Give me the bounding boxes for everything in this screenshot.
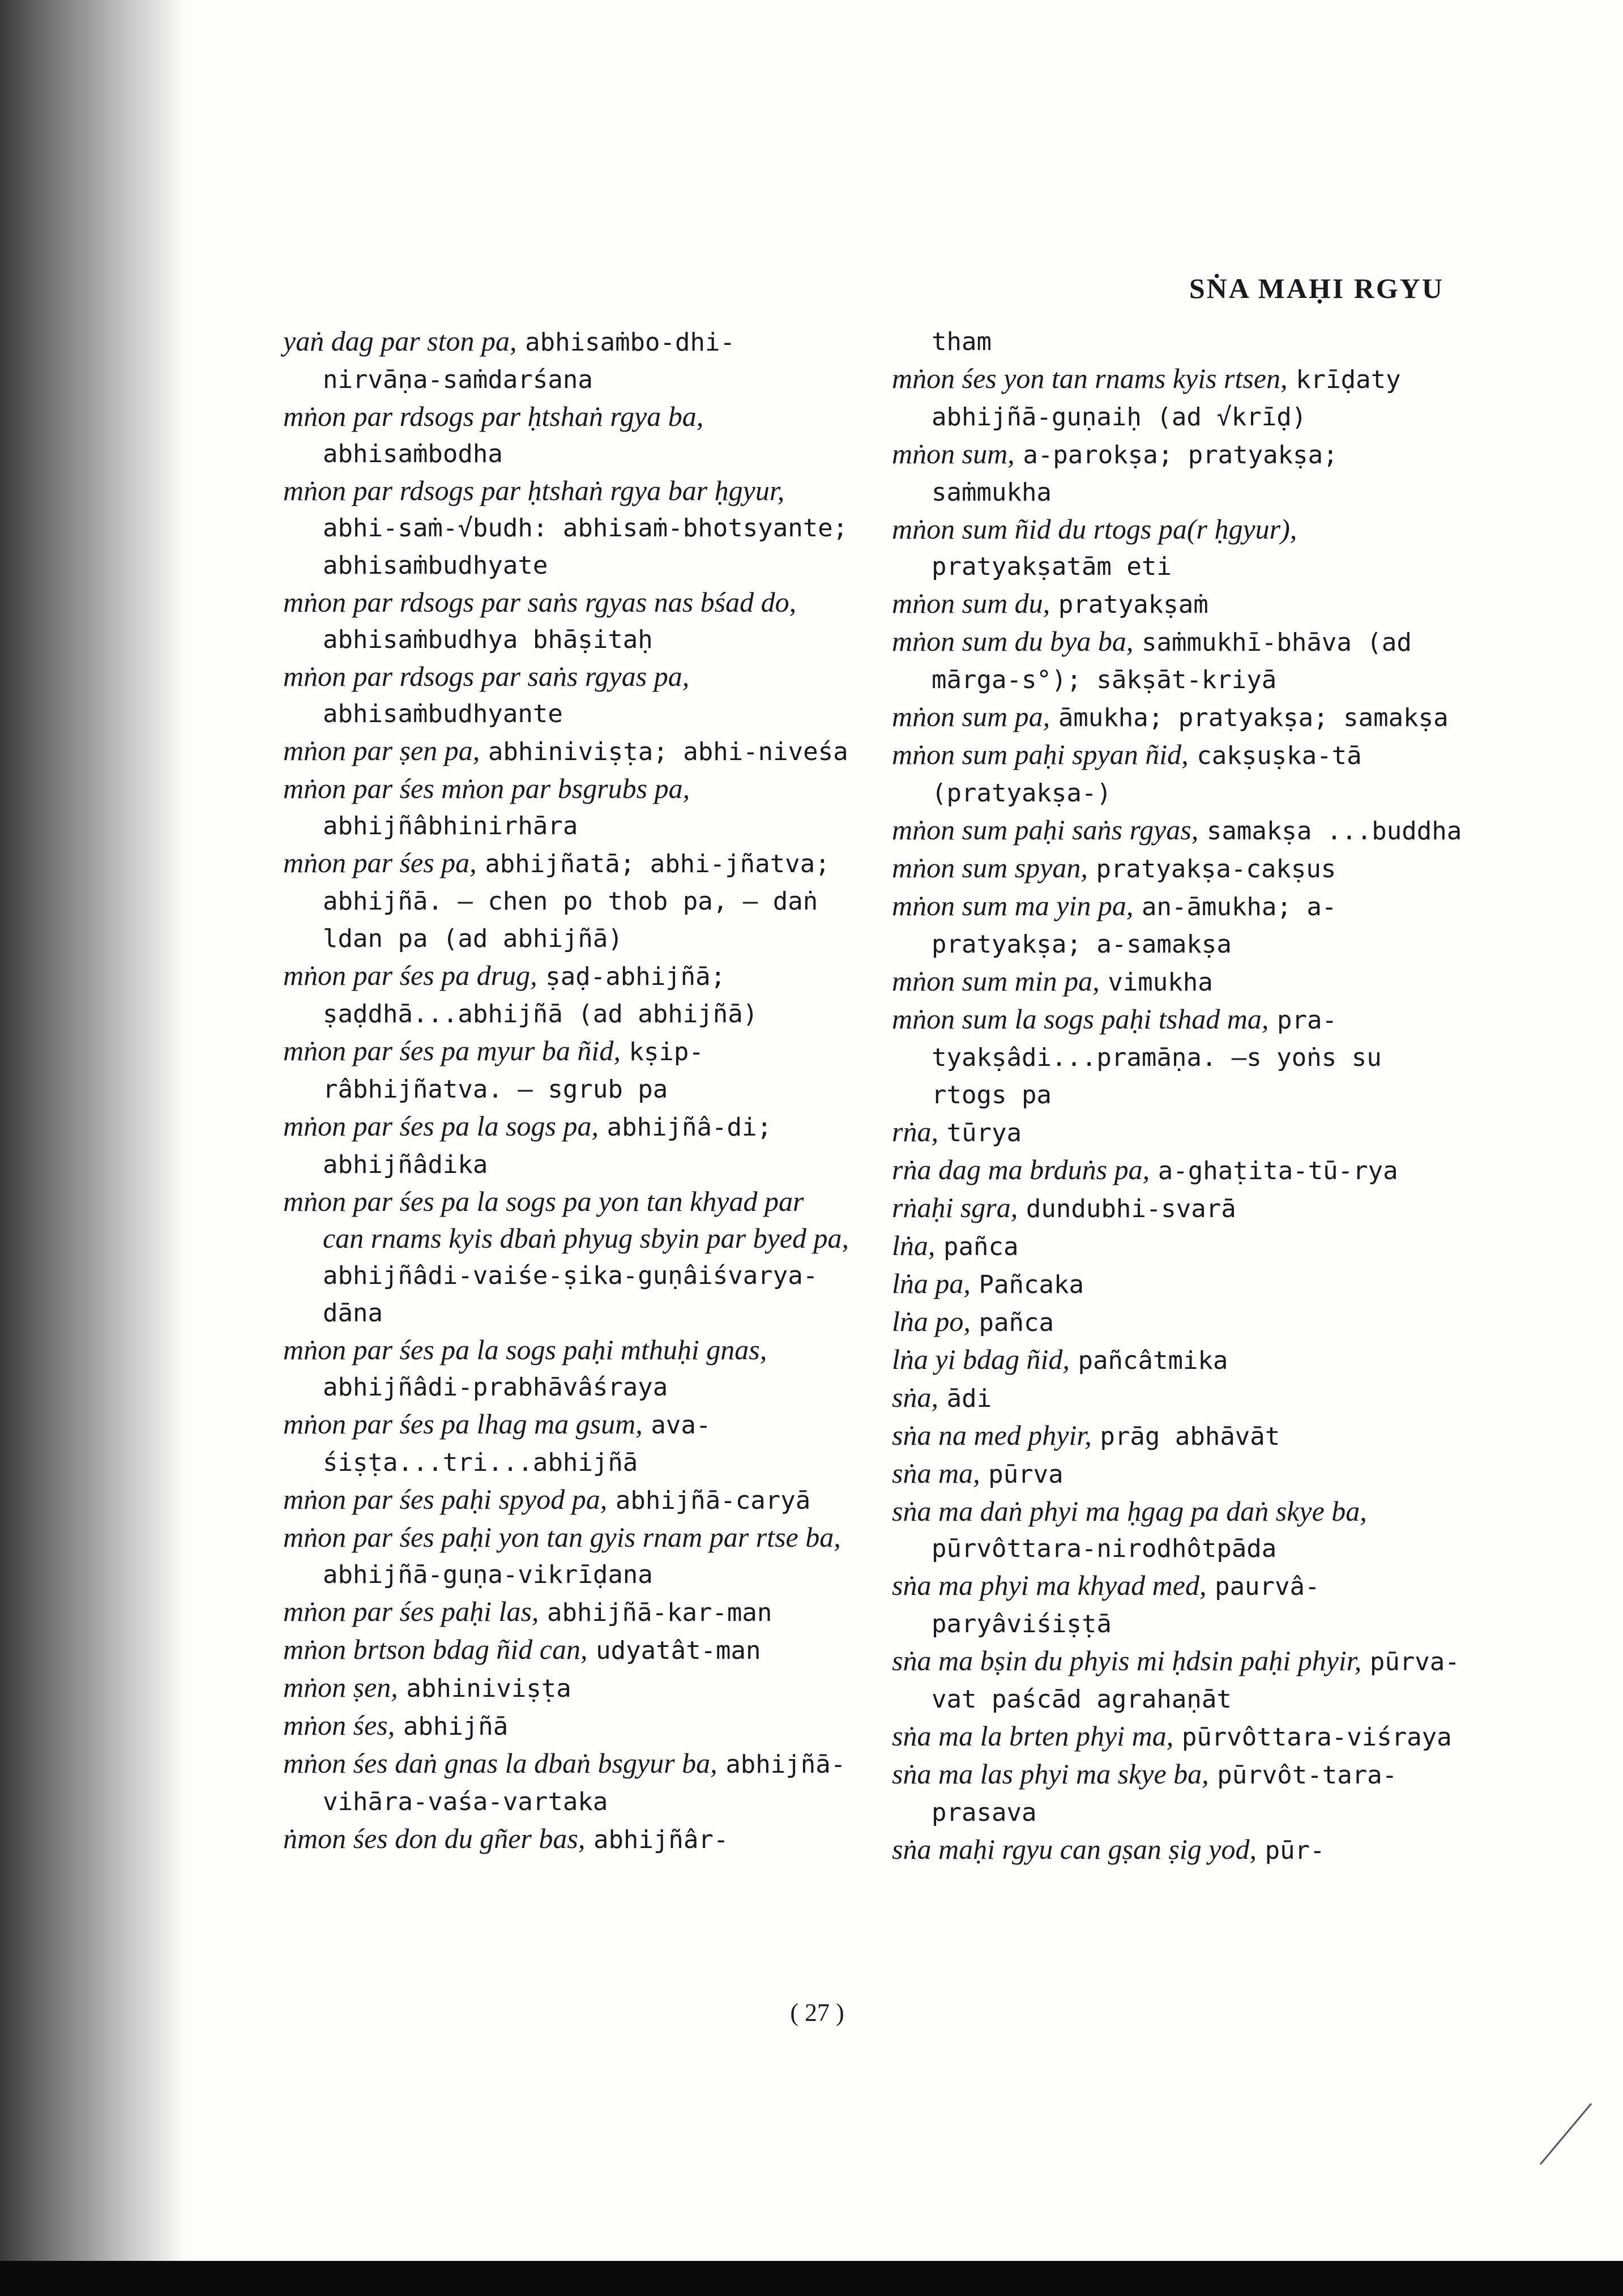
dictionary-entry xyxy=(892,698,1470,736)
entry-headword: mṅon par śes pa, xyxy=(283,847,477,878)
entry-headword: mṅon par śes paḥi spyod pa, xyxy=(283,1483,608,1515)
dictionary-entry xyxy=(892,1189,1470,1227)
entry-definition: abhiniviṣṭa; abhi-niveśa xyxy=(488,737,848,766)
dictionary-entry xyxy=(892,1493,1470,1567)
entry-headword: mṅon par śes pa drug, xyxy=(283,959,537,991)
entry-headword: mṅon par ṣen pa, xyxy=(283,735,480,766)
entry-headword: lṅa pa, xyxy=(892,1268,971,1299)
entry-definition: abhisaṁbudhyante xyxy=(323,699,563,728)
entry-headword: mṅon sum, xyxy=(892,438,1015,470)
entry-headword: mṅon sum paḥi spyan ñid, xyxy=(892,739,1189,770)
entry-definition: abhijñā-caryā xyxy=(615,1486,811,1515)
entry-definition: pra-tyakṣâdi...pramāṇa. —s yoṅs su rtogs pa xyxy=(932,1006,1382,1109)
dictionary-entry xyxy=(892,1417,1470,1455)
dictionary-entry xyxy=(283,1108,849,1183)
page-gutter-shadow xyxy=(0,0,187,2296)
dictionary-entry xyxy=(283,770,849,844)
entry-headword: rṅa dag ma brduṅs pa, xyxy=(892,1154,1150,1185)
entry-definition: abhisaṁbudhya bhāṣitaḥ xyxy=(323,625,653,654)
entry-definition: prāg abhāvāt xyxy=(1100,1422,1280,1451)
entry-headword: rṅaḥi sgra, xyxy=(892,1192,1018,1223)
entry-headword: mṅon par rdsogs par ḥtshaṅ rgya ba, xyxy=(283,400,704,432)
scan-bottom-border xyxy=(0,2261,1623,2296)
entry-headword: mṅon par śes paḥi yon tan gyis rnam par rtse ba, xyxy=(283,1521,841,1553)
entry-definition: paurvâ-paryâviśiṣṭā xyxy=(932,1572,1320,1638)
dictionary-entry xyxy=(892,812,1470,850)
dictionary-entry xyxy=(892,1265,1470,1303)
dictionary-entry xyxy=(892,1113,1470,1151)
entry-definition: udyatât-man xyxy=(596,1636,761,1665)
running-head: SṄA MAḤI RGYU xyxy=(1189,272,1444,304)
dictionary-entry xyxy=(283,1331,849,1406)
entry-definition: cakṣuṣka-tā (pratyakṣa-) xyxy=(932,741,1362,808)
entry-definition: ṣaḍ-abhijñā; ṣaḍdhā...abhijñā (ad abhijñā) xyxy=(323,962,758,1028)
entry-headword: mṅon sum la sogs paḥi tshad ma, xyxy=(892,1003,1269,1035)
entry-definition: pratyakṣaṁ xyxy=(1058,590,1208,619)
entry-definition: abhiniviṣṭa xyxy=(406,1674,571,1703)
entry-definition: abhijñā-guṇa-vikrīḍana xyxy=(323,1560,653,1589)
page-number: ( 27 ) xyxy=(790,1999,844,2026)
pencil-mark xyxy=(1540,2103,1592,2165)
dictionary-entry xyxy=(892,511,1470,585)
entry-definition: a-parokṣa; pratyakṣa; saṁmukha xyxy=(932,441,1338,507)
left-column xyxy=(283,323,849,1858)
entry-definition: pratyakṣatām eti xyxy=(932,552,1172,581)
entry-headword: sṅa, xyxy=(892,1381,938,1413)
entry-definition: pūrvôttara-nirodhôtpāda xyxy=(932,1534,1277,1563)
entry-definition: tūrya xyxy=(946,1119,1022,1147)
entry-headword: mṅon par śes pa myur ba ñid, xyxy=(283,1035,621,1066)
dictionary-entry xyxy=(283,398,849,472)
entry-headword: mṅon par rdsogs par saṅs rgyas nas bśad do, xyxy=(283,586,797,618)
entry-headword: mṅon śes, xyxy=(283,1709,395,1741)
dictionary-entry xyxy=(283,658,849,732)
entry-headword: mṅon sum spyan, xyxy=(892,852,1088,884)
dictionary-entry xyxy=(892,850,1470,887)
entry-definition: abhijñatā; abhi-jñatva; abhijñā. — chen po thob pa, — daṅ ldan pa (ad abhijñā) xyxy=(323,850,830,953)
entry-definition: tham xyxy=(932,327,992,356)
entry-definition: abhijñâr- xyxy=(593,1825,729,1854)
entry-headword: mṅon sum paḥi saṅs rgyas, xyxy=(892,814,1199,846)
dictionary-entry xyxy=(283,584,849,658)
entry-definition: abhijñâdi-prabhāvâśraya xyxy=(323,1373,668,1402)
entry-headword: mṅon śes yon tan rnams kyis rtsen, xyxy=(892,362,1288,394)
dictionary-entry xyxy=(283,1820,849,1858)
dictionary-entry xyxy=(892,1379,1470,1417)
dictionary-entry xyxy=(283,1593,849,1631)
entry-definition: ādi xyxy=(946,1384,992,1413)
dictionary-entry xyxy=(892,1341,1470,1379)
dictionary-entry xyxy=(892,1756,1470,1831)
dictionary-entry xyxy=(283,1745,849,1820)
entry-headword: mṅon sum du, xyxy=(892,587,1050,619)
entry-headword: mṅon par śes pa lhag ma gsum, xyxy=(283,1408,643,1440)
dictionary-entry xyxy=(283,1183,849,1331)
dictionary-entry xyxy=(892,585,1470,623)
entry-definition: krīḍaty abhijñā-guṇaiḥ (ad √krīḍ) xyxy=(932,365,1401,432)
entry-definition: samakṣa ...buddha xyxy=(1206,817,1462,846)
entry-headword: mṅon śes daṅ gnas la dbaṅ bsgyur ba, xyxy=(283,1747,717,1779)
dictionary-entry xyxy=(892,1303,1470,1341)
dictionary-entry xyxy=(892,1455,1470,1493)
dictionary-entry xyxy=(283,732,849,770)
dictionary-entry xyxy=(283,1631,849,1669)
dictionary-entry xyxy=(892,1567,1470,1642)
dictionary-entry xyxy=(892,1151,1470,1189)
entry-definition: vimukha xyxy=(1108,968,1213,997)
dictionary-entry xyxy=(283,1032,849,1108)
dictionary-entry xyxy=(283,323,849,398)
entry-headword: mṅon par śes pa la sogs paḥi mthuḥi gnas, xyxy=(283,1334,767,1365)
entry-headword: yaṅ dag par ston pa, xyxy=(283,325,517,357)
entry-definition: pratyakṣa-cakṣus xyxy=(1096,855,1336,884)
dictionary-entry xyxy=(892,963,1470,1001)
dictionary-entry xyxy=(283,1707,849,1745)
entry-headword: mṅon par śes pa la sogs pa yon tan khyad par can rnams kyis dbaṅ phyug sbyin par byed pa, xyxy=(283,1185,849,1254)
entry-headword: mṅon sum pa, xyxy=(892,701,1050,732)
entry-headword: mṅon par rdsogs par ḥtshaṅ rgya bar ḥgyur, xyxy=(283,475,785,506)
entry-headword: sṅa ma daṅ phyi ma ḥgag pa daṅ skye ba, xyxy=(892,1495,1367,1527)
entry-definition: ava-śiṣṭa...tri...abhijñā xyxy=(323,1411,711,1477)
entry-headword: mṅon brtson bdag ñid can, xyxy=(283,1633,588,1665)
entry-headword: mṅon par śes mṅon par bsgrubs pa, xyxy=(283,773,690,804)
dictionary-entry xyxy=(283,957,849,1032)
entry-definition: pūrva-vat paścād agrahaṇāt xyxy=(932,1648,1460,1714)
entry-headword: sṅa ma la brten phyi ma, xyxy=(892,1720,1174,1752)
dictionary-entry xyxy=(892,1001,1470,1113)
entry-headword: lṅa po, xyxy=(892,1305,971,1337)
entry-definition: pūrvôttara-viśraya xyxy=(1181,1723,1452,1752)
entry-definition: abhijñā-kar-man xyxy=(547,1598,772,1627)
dictionary-entry xyxy=(892,1642,1470,1718)
dictionary-entry-continuation xyxy=(892,323,1470,360)
entry-headword: mṅon sum du bya ba, xyxy=(892,625,1134,657)
dictionary-entry xyxy=(283,1669,849,1707)
entry-definition: a-ghaṭita-tū-rya xyxy=(1158,1156,1398,1185)
entry-headword: rṅa, xyxy=(892,1116,938,1147)
entry-headword: sṅa ma phyi ma khyad med, xyxy=(892,1569,1207,1601)
entry-headword: sṅa ma, xyxy=(892,1457,980,1489)
entry-definition: abhijñâ-di; abhijñâdika xyxy=(323,1113,772,1179)
entry-definition: pañca xyxy=(979,1308,1054,1337)
dictionary-entry xyxy=(892,360,1470,436)
entry-definition: kṣip-râbhijñatva. — sgrub pa xyxy=(323,1038,704,1104)
entry-definition: pañca xyxy=(943,1232,1019,1261)
entry-definition: āmukha; pratyakṣa; samakṣa xyxy=(1058,703,1449,732)
dictionary-entry xyxy=(892,436,1470,511)
right-column xyxy=(892,323,1470,1869)
entry-definition: abhijñâdi-vaiśe-ṣika-guṇâiśvarya-dāna xyxy=(323,1261,818,1328)
dictionary-entry xyxy=(892,887,1470,963)
entry-headword: mṅon par śes pa la sogs pa, xyxy=(283,1110,599,1142)
dictionary-entry xyxy=(892,623,1470,698)
entry-definition: pañcâtmika xyxy=(1078,1346,1228,1375)
entry-definition: pūr- xyxy=(1265,1836,1325,1865)
dictionary-entry xyxy=(892,736,1470,812)
dictionary-entry xyxy=(892,1718,1470,1756)
entry-headword: sṅa maḥi rgyu can gṣan ṣig yod, xyxy=(892,1833,1257,1865)
entry-definition: dundubhi-svarā xyxy=(1026,1194,1236,1223)
entry-headword: mṅon par śes paḥi las, xyxy=(283,1595,539,1627)
entry-definition: pūrva xyxy=(988,1460,1064,1489)
entry-definition: saṁmukhī-bhāva (ad mārga-s°); sākṣāt-kriyā xyxy=(932,628,1412,694)
entry-definition: Pañcaka xyxy=(979,1270,1084,1299)
entry-headword: sṅa na med phyir, xyxy=(892,1419,1092,1451)
entry-definition: pūrvôt-tara-prasava xyxy=(932,1761,1398,1827)
entry-headword: mṅon ṣen, xyxy=(283,1671,398,1703)
entry-headword: mṅon sum min pa, xyxy=(892,965,1100,997)
entry-definition: abhijñâbhinirhāra xyxy=(323,812,578,840)
entry-definition: an-āmukha; a-pratyakṣa; a-samakṣa xyxy=(932,893,1337,959)
dictionary-entry xyxy=(283,472,849,584)
dictionary-entry xyxy=(283,844,849,957)
dictionary-entry xyxy=(283,1481,849,1519)
entry-headword: lṅa, xyxy=(892,1230,936,1261)
entry-headword: lṅa yi bdag ñid, xyxy=(892,1343,1070,1375)
entry-headword: mṅon par rdsogs par saṅs rgyas pa, xyxy=(283,660,690,692)
dictionary-entry xyxy=(892,1227,1470,1265)
entry-definition: abhijñā xyxy=(403,1712,509,1741)
entry-definition: abhisaṁbo-dhi-nirvāṇa-saṁdarśana xyxy=(323,328,735,394)
entry-headword: mṅon sum ma yin pa, xyxy=(892,890,1134,921)
dictionary-entry xyxy=(283,1406,849,1481)
entry-headword: sṅa ma bṣin du phyis mi ḥdsin paḥi phyir, xyxy=(892,1645,1362,1676)
entry-headword: ṅmon śes don du gñer bas, xyxy=(283,1823,586,1854)
entry-definition: abhijñā-vihāra-vaśa-vartaka xyxy=(323,1750,846,1816)
entry-headword: sṅa ma las phyi ma skye ba, xyxy=(892,1758,1209,1790)
entry-definition: abhisaṁbodha xyxy=(323,439,503,468)
entry-definition: abhi-saṁ-√budh: abhisaṁ-bhotsyante; abhisaṁbudhyate xyxy=(323,514,848,580)
entry-headword: mṅon sum ñid du rtogs pa(r ḥgyur), xyxy=(892,513,1297,545)
dictionary-entry xyxy=(283,1519,849,1593)
dictionary-entry xyxy=(892,1831,1470,1869)
